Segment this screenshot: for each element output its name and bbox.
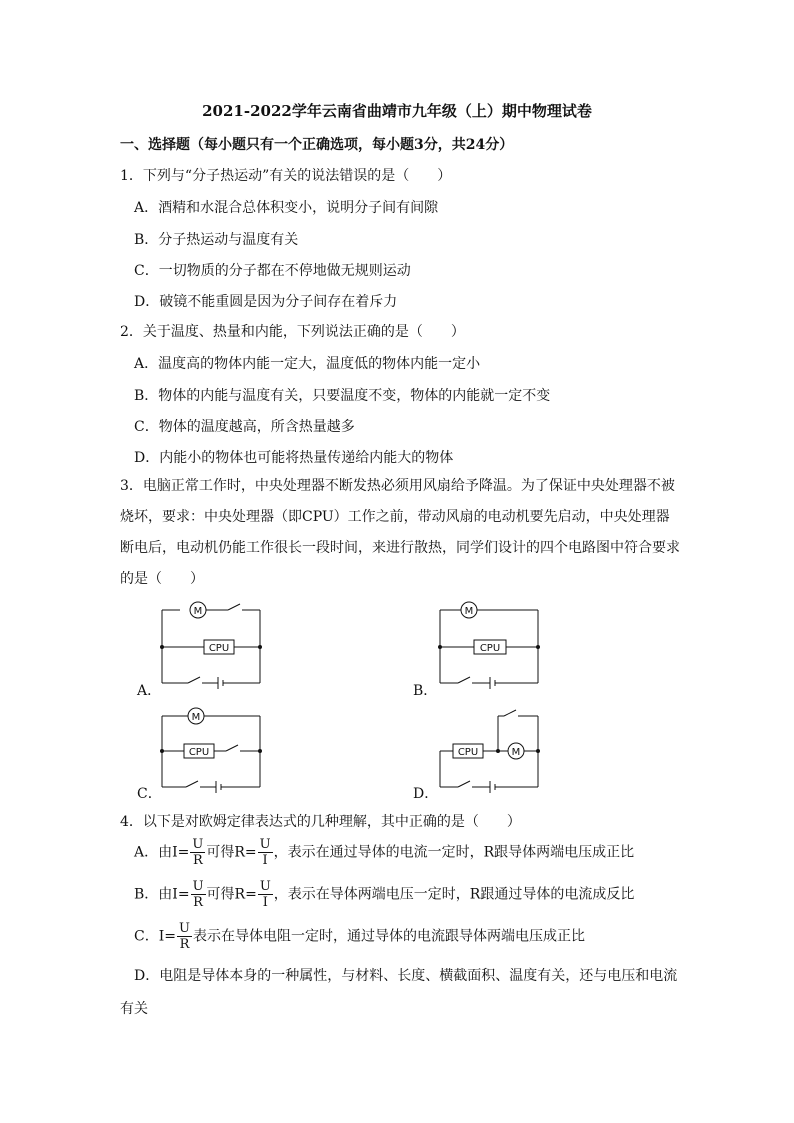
motor-label: M (191, 712, 201, 723)
fraction-u-over-r: $\frac{U}{R}$ (178, 921, 190, 952)
section-heading: 一、选择题（每小题只有一个正确选项，每小题3分，共24分） (120, 137, 514, 153)
diagram-label-b: B． (413, 683, 438, 699)
question-stem: 4．以下是对欧姆定律表达式的几种理解，其中正确的是（ ） (120, 814, 521, 830)
circuit-diagram-c (160, 706, 270, 801)
circuit-diagram-b (438, 600, 548, 695)
fraction-u-over-r: $\frac{U}{R}$ (192, 837, 204, 868)
option-c: C．物体的温度越高，所含热量越多 (134, 419, 355, 435)
question-stem: 3．电脑正常工作时，中央处理器不断发热必须用风扇给予降温。为了保证中央处理器不被烧坏，要求：中央处理器（即CPU）工作之前，带动风扇的电动机要先启动，中央处理器断电后，电动机仍能工作很长一段时间，来进行散热，同学们设计的四个电路图中符合要求的是（ ） (120, 478, 680, 587)
option-b: B．分子热运动与温度有关 (134, 232, 299, 248)
fraction-u-over-i: $\frac{U}{I}$ (259, 879, 271, 910)
option-a: A．酒精和水混合总体积变小，说明分子间有间隙 (134, 200, 439, 216)
option-a: A．由I= $\frac{U}{R}$ 可得R= $\frac{U}{I}$ ，表示在通过导体的电流一定时，R跟导体两端电压成正比 (134, 837, 635, 868)
option-b: B．由I= $\frac{U}{R}$ 可得R= $\frac{U}{I}$ ，表示在导体两端电压一定时，R跟通过导体的电流成反比 (134, 879, 635, 910)
cpu-label: CPU (479, 643, 501, 654)
circuit-diagram-a (160, 600, 270, 695)
option-c: C．一切物质的分子都在不停地做无规则运动 (134, 263, 411, 279)
option-a: A．温度高的物体内能一定大，温度低的物体内能一定小 (134, 356, 481, 372)
question-stem: 2．关于温度、热量和内能，下列说法正确的是（ ） (120, 324, 465, 340)
circuit-diagram-d (438, 706, 548, 801)
option-d: D．电阻是导体本身的一种属性，与材料、长度、横截面积、温度有关，还与电压和电流有关 (120, 968, 678, 1017)
option-c: C．I= $\frac{U}{R}$ 表示在导体电阻一定时，通过导体的电流跟导体两端电压成正比 (134, 921, 585, 952)
motor-label: M (511, 747, 521, 758)
cpu-label: CPU (208, 643, 230, 654)
option-d: D．内能小的物体也可能将热量传递给内能大的物体 (134, 450, 454, 466)
option-b: B．物体的内能与温度有关，只要温度不变，物体的内能就一定不变 (134, 388, 551, 404)
diagram-label-c: C． (137, 786, 162, 802)
diagram-label-d: D． (413, 786, 439, 802)
diagram-label-a: A． (137, 683, 162, 699)
fraction-u-over-i: $\frac{U}{I}$ (259, 837, 271, 868)
cpu-label: CPU (188, 747, 210, 758)
page-title: 2021-2022学年云南省曲靖市九年级（上）期中物理试卷 (202, 102, 592, 120)
fraction-u-over-r: $\frac{U}{R}$ (192, 879, 204, 910)
cpu-label: CPU (457, 747, 479, 758)
motor-label: M (464, 606, 474, 617)
option-d: D．破镜不能重圆是因为分子间存在着斥力 (134, 294, 398, 310)
motor-label: M (193, 606, 203, 617)
question-stem: 1．下列与“分子热运动”有关的说法错误的是（ ） (120, 168, 452, 184)
